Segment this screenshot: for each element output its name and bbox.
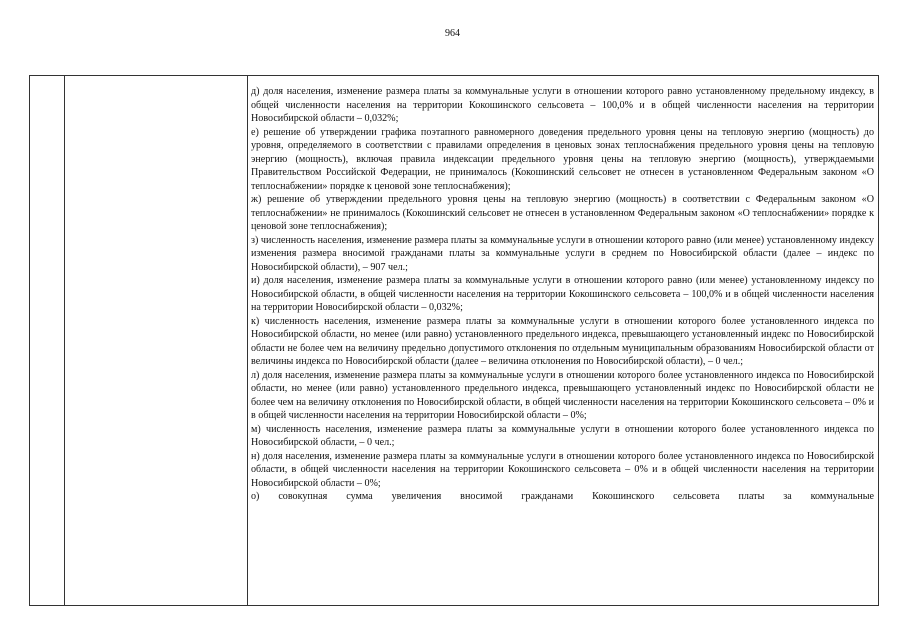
paragraph-l: л) доля населения, изменение размера платы за коммунальные услуги в отношении которого более установленного индекса по Новосибирской области, но менее (или равно) установленного предельного индекса, превышающего установленный индекс по Новосибирской области не более чем на величину отклонения по Новосибирской области, в общей численности населения на территории Кокошинского сельсовета – 0% и в общей численности населения на территории Новосибирской области – 0%;	[251, 369, 874, 421]
paragraph-n: н) доля населения, изменение размера платы за коммунальные услуги в отношении которого более установленного индекса по Новосибирской области, в общей численности населения на территории Кокошинского сельсовета – 0% и в общей численности населения на территории Новосибирской области – 0%;	[251, 450, 874, 489]
column-divider-2	[247, 76, 248, 605]
page-number: 964	[445, 28, 460, 39]
paragraph-m: м) численность населения, изменение размера платы за коммунальные услуги в отношении которого более установленного индекса по Новосибирской области, – 0 чел.;	[251, 423, 874, 448]
paragraph-o: о) совокупная сумма увеличения вносимой гражданами Кокошинского сельсовета платы за коммунальные	[251, 491, 874, 502]
paragraph-zh: ж) решение об утверждении предельного уровня цены на тепловую энергию (мощность) в соответствии с Федеральным законом «О теплоснабжении» не принималось (Кокошинский сельсовет не отнесен в установленном Федеральным законом «О теплоснабжении» порядке к ценовой зоне теплоснабжения);	[251, 194, 874, 232]
paragraph-z: з) численность населения, изменение размера платы за коммунальные услуги в отношении которого равно (или менее) установленному индексу изменения размера вносимой гражданами платы за коммунальные услуги в среднем по Новосибирской области (далее – индекс по Новосибирской области), – 907 чел.;	[251, 234, 874, 273]
column-divider-1	[64, 76, 65, 605]
paragraph-d: д) доля населения, изменение размера платы за коммунальные услуги в отношении которого равно установленному предельному индексу, в общей численности населения на территории Кокошинского сельсовета – 100,0% и в общей численности населения на территории Новосибирской области – 0,032%;	[251, 86, 874, 124]
table-text-cell	[251, 85, 874, 504]
paragraph-i: и) доля населения, изменение размера платы за коммунальные услуги в отношении которого равно (или менее) установленному индексу по Новосибирской области, в общей численности населения на территории Кокошинского сельсовета – 100,0% и в общей численности населения на территории Новосибирской области – 0,032%;	[251, 275, 874, 313]
paragraph-k: к) численность населения, изменение размера платы за коммунальные услуги в отношении которого более установленного индекса по Новосибирской области, но менее (или равно) установленного предельного индекса, превышающего установленный индекс по Новосибирской области не более чем на величину предельно допустимого отклонения по отдельным муниципальным образованиям Новосибирской области от величины индекса по Новосибирской области (далее – величина отклонения по Новосибирской области), – 0 чел.;	[251, 315, 874, 367]
paragraph-e: е) решение об утверждении графика поэтапного равномерного доведения предельного уровня цены на тепловую энергию (мощность) до уровня, определяемого в соответствии с правилами определения в ценовых зонах теплоснабжения предельного уровня цены на тепловую энергию (мощность), включая правила индексации предельного уровня цены на тепловую энергию (мощность), утверждаемыми Правительством Российской Федерации, не принималось (Кокошинский сельсовет не отнесен в установленном Федеральным законом «О теплоснабжении» порядке к ценовой зоне теплоснабжения);	[251, 126, 874, 192]
